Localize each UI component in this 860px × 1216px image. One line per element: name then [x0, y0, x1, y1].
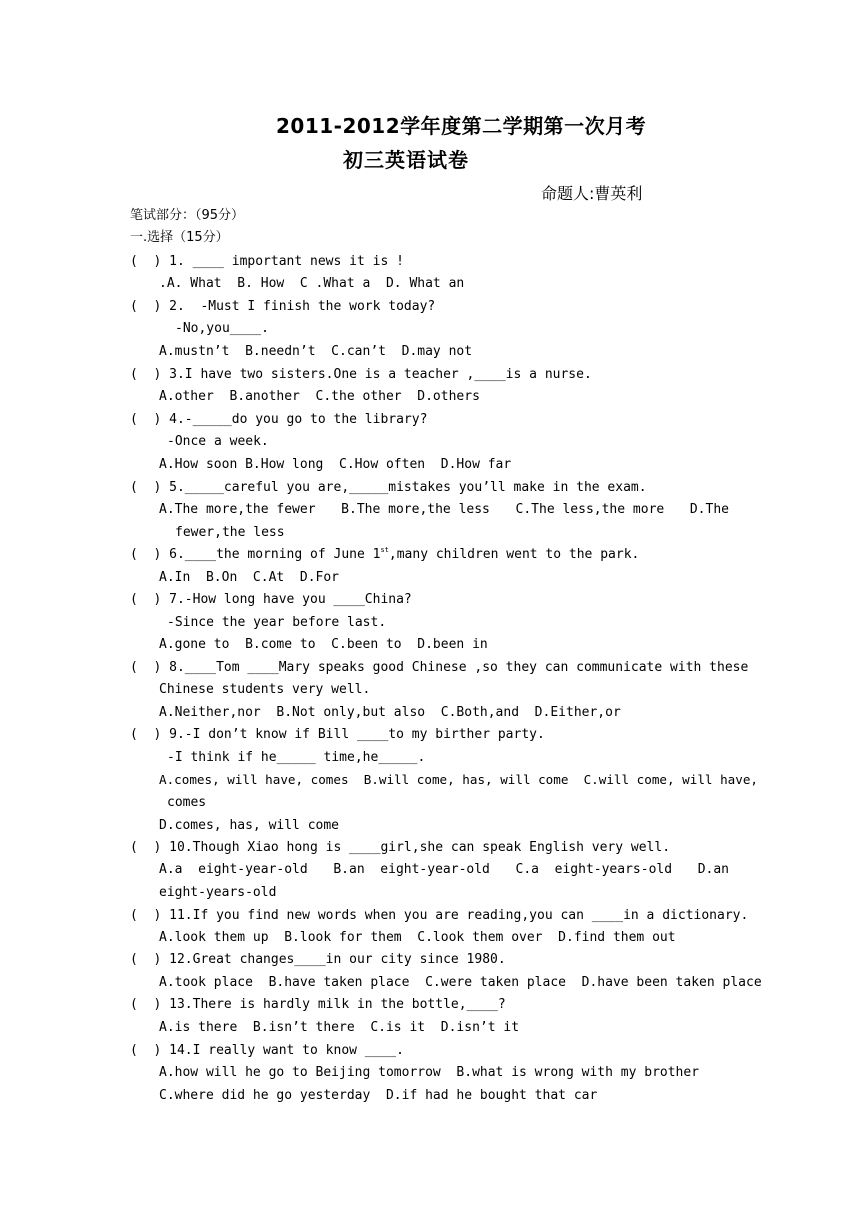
question-8-options: A.Neither,nor B.Not only,but also C.Both,and D.Either,or — [159, 705, 621, 720]
question-5-options-cont: fewer,the less — [175, 525, 285, 540]
question-5: ( ) 5._____careful you are,_____mistakes you’ll make in the exam. — [130, 480, 647, 495]
question-1-options: .A. What B. How C .What a D. What an — [159, 276, 465, 291]
exam-author: 命题人:曹英利 — [541, 184, 643, 203]
question-10-options — [159, 862, 729, 878]
question-13-options: A.is there B.isn’t there C.is it D.isn’t it — [159, 1020, 520, 1035]
option-d: D.an — [697, 862, 729, 877]
question-3: ( ) 3.I have two sisters.One is a teacher ,____is a nurse. — [130, 367, 592, 382]
section-part1: 一.选择（15分） — [130, 230, 229, 245]
question-14-options-2: C.where did he go yesterday D.if had he bought that car — [159, 1088, 598, 1103]
section-written: 笔试部分：（95分） — [130, 208, 245, 223]
question-9-options-2: D.comes, has, will come — [159, 818, 340, 833]
question-1: ( ) 1. ____ important news it is ! — [130, 254, 404, 269]
option-a: A.a eight-year-old — [159, 862, 308, 877]
question-5-options — [159, 502, 729, 518]
option-d: D.The — [689, 502, 729, 517]
question-9-sub: -I think if he_____ time,he_____. — [167, 750, 426, 765]
question-6-options: A.In B.On C.At D.For — [159, 570, 340, 585]
question-7-sub: -Since the year before last. — [167, 615, 387, 630]
question-10: ( ) 10.Though Xiao hong is ____girl,she can speak English very well. — [130, 840, 671, 855]
question-4: ( ) 4.-_____do you go to the library? — [130, 412, 428, 427]
option-b: B.an eight-year-old — [333, 862, 490, 877]
question-12-options: A.took place B.have taken place C.were taken place D.have been taken place — [159, 975, 762, 990]
question-4-sub: -Once a week. — [167, 434, 269, 449]
question-6-text: ( ) 6.____the morning of June 1 — [130, 547, 381, 562]
question-11: ( ) 11.If you find new words when you are reading,you can ____in a dictionary. — [130, 908, 749, 923]
question-11-options: A.look them up B.look for them C.look them over D.find them out — [159, 930, 676, 945]
question-2: ( ) 2. -Must I finish the work today? — [130, 299, 436, 314]
question-9-options: A.comes, will have, comes B.will come, has, will come C.will come, will have, — [159, 772, 758, 787]
question-6 — [130, 547, 639, 563]
question-14: ( ) 14.I really want to know ____. — [130, 1043, 404, 1058]
option-a: A.The more,the fewer — [159, 502, 316, 517]
exam-subtitle: 初三英语试卷 — [343, 148, 469, 172]
question-8: ( ) 8.____Tom ____Mary speaks good Chinese ,so they can communicate with these — [130, 660, 749, 675]
question-2-options: A.mustn’t B.needn’t C.can’t D.may not — [159, 344, 473, 359]
question-7: ( ) 7.-How long have you ____China? — [130, 592, 412, 607]
question-14-options: A.how will he go to Beijing tomorrow B.what is wrong with my brother — [159, 1065, 700, 1080]
question-6-text-end: ,many children went to the park. — [388, 547, 640, 562]
question-13: ( ) 13.There is hardly milk in the bottle,____? — [130, 997, 506, 1012]
question-7-options: A.gone to B.come to C.been to D.been in — [159, 637, 488, 652]
question-9: ( ) 9.-I don’t know if Bill ____to my birther party. — [130, 727, 545, 742]
question-10-options-cont: eight-years-old — [159, 885, 277, 900]
option-c: C.The less,the more — [515, 502, 665, 517]
option-c: C.a eight-years-old — [515, 862, 673, 877]
ordinal-suffix: st — [380, 546, 389, 554]
exam-title: 2011-2012学年度第二学期第一次月考 — [276, 114, 647, 138]
option-b: B.The more,the less — [341, 502, 490, 517]
question-12: ( ) 12.Great changes____in our city since 1980. — [130, 952, 506, 967]
question-2-sub: -No,you____. — [175, 321, 269, 336]
question-3-options: A.other B.another C.the other D.others — [159, 389, 480, 404]
question-8-cont: Chinese students very well. — [159, 682, 371, 697]
question-9-options-cont: comes — [167, 795, 207, 810]
question-4-options: A.How soon B.How long C.How often D.How far — [159, 457, 512, 472]
